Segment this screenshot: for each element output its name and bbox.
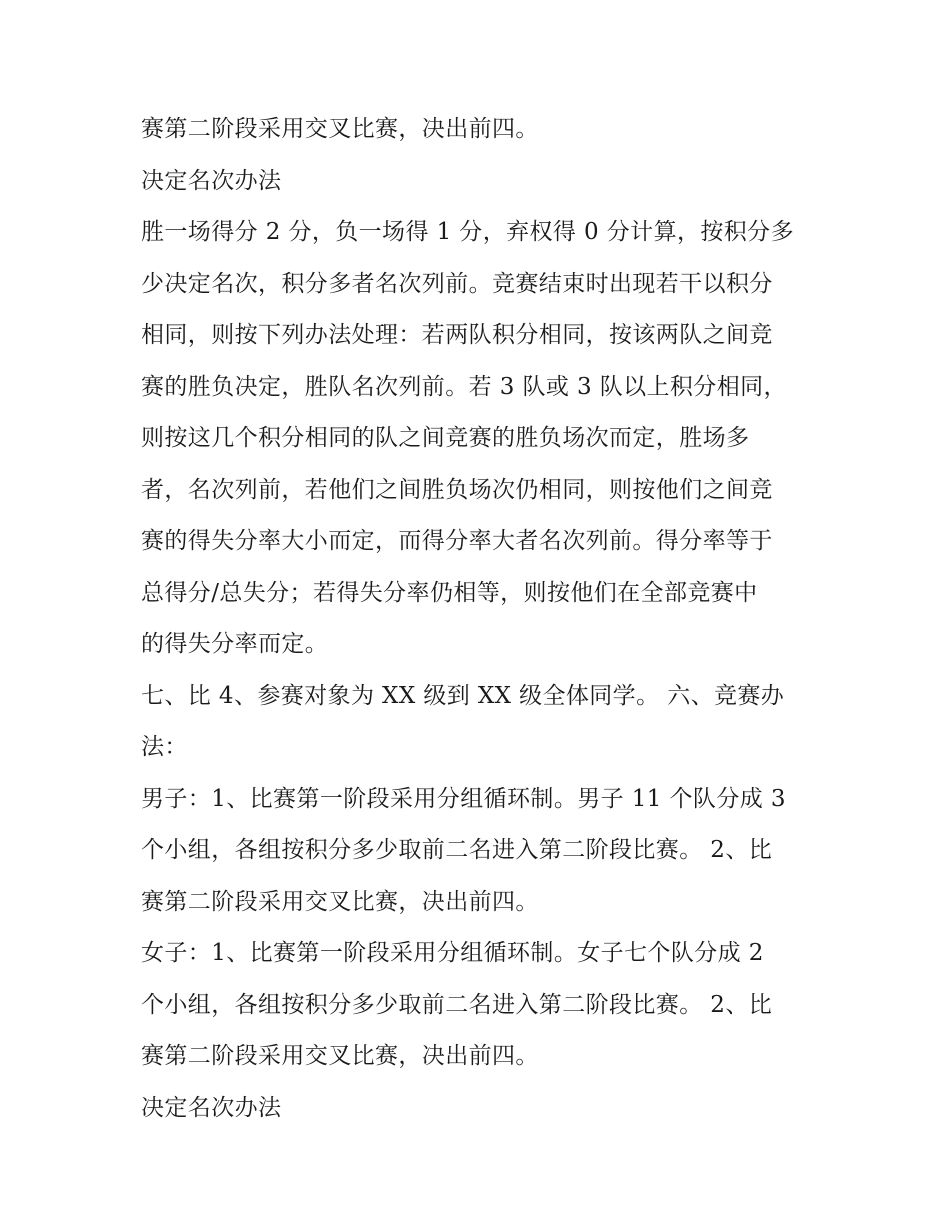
text-line-8: 者，名次列前，若他们之间胜负场次仍相同，则按他们之间竞 xyxy=(141,476,773,503)
text-line-6: 赛的胜负决定，胜队名次列前。若 3 队或 3 队以上积分相同， xyxy=(141,373,787,400)
text-line-1: 赛第二阶段采用交叉比赛，决出前四。 xyxy=(141,116,539,142)
text-line-10: 总得分/总失分；若得失分率仍相等，则按他们在全部竞赛中 xyxy=(141,579,758,606)
text-line-13: 法： xyxy=(141,734,188,760)
section-heading-ranking-method: 决定名次办法 xyxy=(141,167,282,194)
text-line-mens-1: 男子：1、比赛第一阶段采用分组循环制。男子 11 个队分成 3 xyxy=(141,785,786,812)
text-line-womens-1: 女子：1、比赛第一阶段采用分组循环制。女子七个队分成 2 xyxy=(141,940,764,966)
text-line-3: 胜一场得分 2 分，负一场得 1 分，弃权得 0 分计算，按积分多 xyxy=(141,219,794,245)
text-line-11: 的得失分率而定。 xyxy=(141,631,329,657)
document-body xyxy=(141,104,821,1134)
text-line-mens-2: 个小组，各组按积分多少取前二名进入第二阶段比赛。 2、比 xyxy=(141,837,773,863)
text-line-9: 赛的得失分率大小而定，而得分率大者名次列前。得分率等于 xyxy=(141,528,773,554)
text-line-womens-3: 赛第二阶段采用交叉比赛，决出前四。 xyxy=(141,1043,539,1069)
section-heading-ranking-method-2: 决定名次办法 xyxy=(141,1094,282,1121)
text-line-womens-2: 个小组，各组按积分多少取前二名进入第二阶段比赛。 2、比 xyxy=(141,991,773,1018)
text-line-4: 少决定名次，积分多者名次列前。竞赛结束时出现若干以积分 xyxy=(141,270,773,297)
text-line-5: 相同，则按下列办法处理：若两队积分相同，按该两队之间竞 xyxy=(141,322,773,348)
text-line-7: 则按这几个积分相同的队之间竞赛的胜负场次而定，胜场多 xyxy=(141,425,750,451)
text-line-12: 七、比 4、参赛对象为 XX 级到 XX 级全体同学。 六、竞赛办 xyxy=(141,682,785,709)
text-line-mens-3: 赛第二阶段采用交叉比赛，决出前四。 xyxy=(141,888,539,915)
